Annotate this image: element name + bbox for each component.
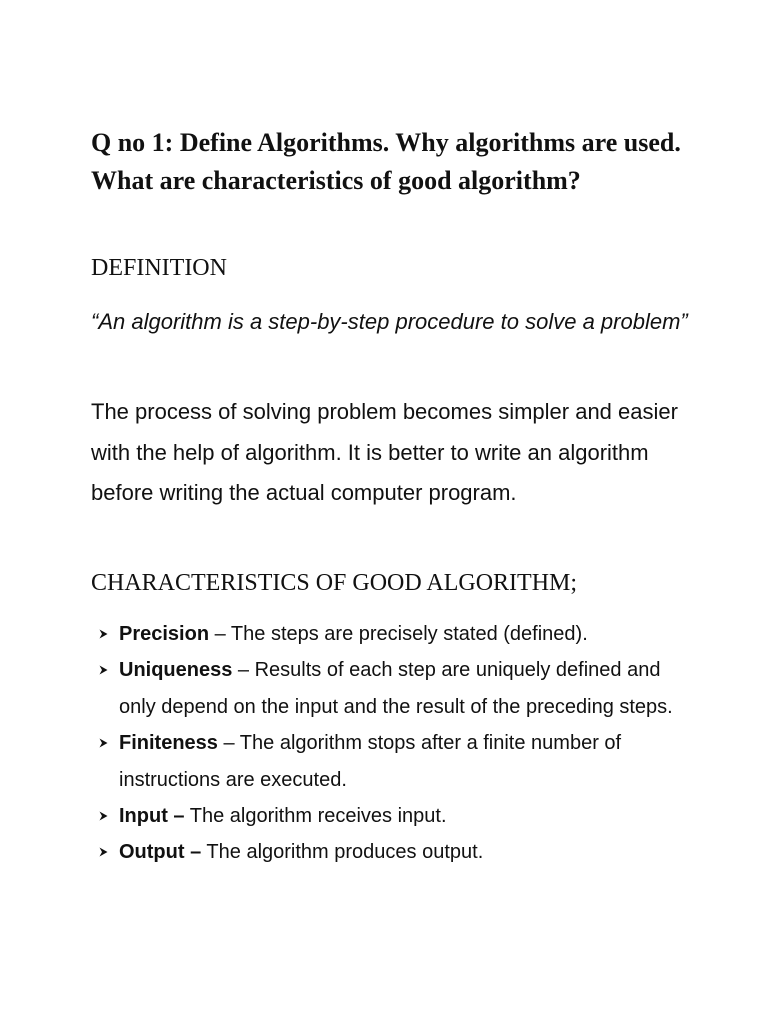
definition-heading: DEFINITION [91,255,227,281]
explanation-paragraph: The process of solving problem becomes simpler and easier with the help of algorithm. It is better to write an algorithm before writing the actual computer program. [91,399,678,505]
arrowhead-bullet-icon [97,652,109,688]
characteristic-item-precision [91,616,681,652]
characteristic-separator: – [232,659,255,682]
characteristics-heading: CHARACTERISTICS OF GOOD ALGORITHM; [91,570,578,596]
characteristic-text: Results of each step are uniquely defined and only depend on the input and the result of the preceding steps. [119,659,673,718]
characteristic-term: Input – [119,805,185,828]
characteristic-separator: – [209,623,231,645]
characteristic-item-finiteness [91,725,681,798]
arrowhead-bullet-icon [97,798,109,834]
arrowhead-bullet-icon [97,725,109,761]
characteristics-list [91,616,681,871]
characteristic-term: Output – [119,841,202,864]
characteristic-text: The algorithm stops after a finite number of instructions are executed. [119,732,622,791]
characteristic-term: Precision [119,623,210,645]
arrowhead-bullet-icon [97,616,109,652]
arrowhead-bullet-icon [97,834,109,870]
characteristic-term: Uniqueness [119,659,233,682]
characteristic-text: The algorithm receives input. [189,805,447,828]
characteristic-text: The algorithm produces output. [206,841,484,864]
characteristic-separator: – [217,732,240,755]
characteristic-text: The steps are precisely stated (defined). [230,623,588,645]
definition-quote: “An algorithm is a step-by-step procedure to solve a problem” [91,309,688,334]
characteristic-item-input [91,798,681,834]
question-title: Q no 1: Define Algorithms. Why algorithms are used. What are characteristics of good algorithm? [91,128,681,195]
characteristic-term: Finiteness [119,732,218,755]
characteristic-item-uniqueness [91,652,681,725]
characteristic-item-output [91,834,681,870]
